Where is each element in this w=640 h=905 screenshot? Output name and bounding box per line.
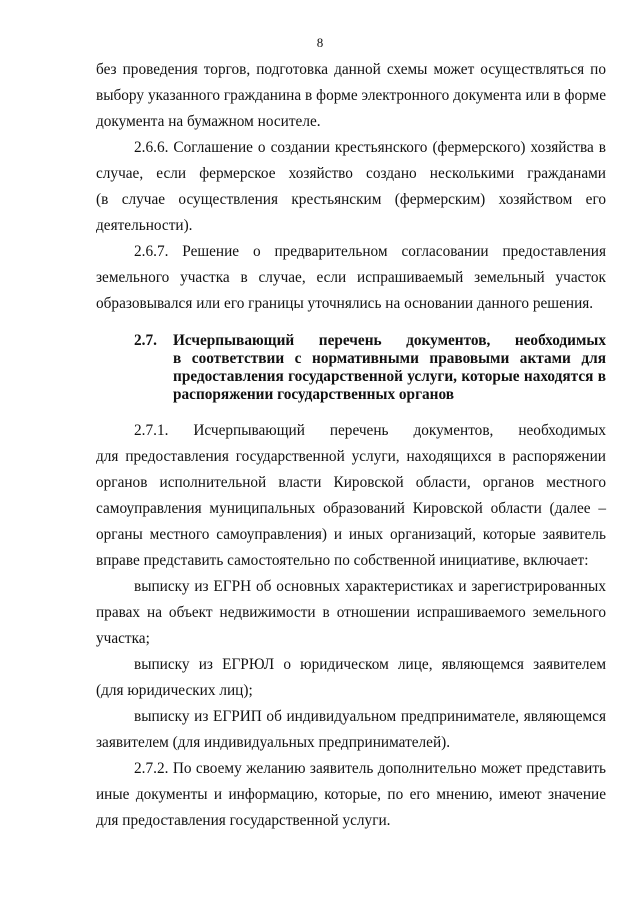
paragraph-line: заявителем (для индивидуальных предпринимателей). xyxy=(96,734,451,751)
section-heading-line: предоставления государственной услуги, которые находятся в xyxy=(173,368,606,385)
paragraph-line: выбору указанного гражданина в форме электронного документа или в форме xyxy=(96,87,606,104)
section-heading-line: распоряжении государственных органов xyxy=(173,386,455,403)
paragraph-line: органов исполнительной власти Кировской области, органов местного xyxy=(96,474,606,491)
paragraph-line: без проведения торгов, подготовка данной схемы может осуществляться по xyxy=(96,61,606,78)
paragraph-line: выписку из ЕГРИП об индивидуальном предпринимателе, являющемся xyxy=(134,708,606,725)
paragraph-line: для предоставления государственной услуги, находящихся в распоряжении xyxy=(96,448,606,465)
paragraph-line: выписку из ЕГРЮЛ о юридическом лице, являющемся заявителем xyxy=(134,656,606,673)
paragraph-line: выписку из ЕГРН об основных характеристиках и зарегистрированных xyxy=(134,578,606,595)
paragraph-line: правах на объект недвижимости в отношении испрашиваемого земельного xyxy=(96,604,606,621)
section-number: 2.7. xyxy=(134,332,157,349)
paragraph-line: случае, если фермерское хозяйство создано несколькими гражданами xyxy=(96,165,606,182)
page-number: 8 xyxy=(316,35,324,50)
section-heading-line: Исчерпывающий перечень документов, необходимых xyxy=(173,332,606,349)
paragraph-line: для предоставления государственной услуги. xyxy=(96,812,391,829)
paragraph-line: органы местного самоуправления) и иных организаций, которые заявитель xyxy=(96,526,606,543)
paragraph-line: образовывался или его границы уточнялись на основании данного решения. xyxy=(96,295,594,312)
paragraph-line: земельного участка в случае, если испрашиваемый земельный участок xyxy=(96,269,606,286)
paragraph-line: (для юридических лиц); xyxy=(96,682,253,699)
paragraph-line: (в случае осуществления крестьянским (фермерским) хозяйством его xyxy=(96,191,606,208)
paragraph-line: 2.6.6. Соглашение о создании крестьянского (фермерского) хозяйства в xyxy=(134,139,606,156)
paragraph-line: самоуправления муниципальных образований Кировской области (далее – xyxy=(96,500,606,517)
paragraph-line: 2.7.2. По своему желанию заявитель дополнительно может представить xyxy=(134,760,606,777)
paragraph-line: 2.6.7. Решение о предварительном согласовании предоставления xyxy=(134,243,606,260)
paragraph-line: вправе представить самостоятельно по собственной инициативе, включает: xyxy=(96,552,589,569)
section-heading-line: в соответствии с нормативными правовыми актами для xyxy=(173,350,606,367)
paragraph-line: 2.7.1. Исчерпывающий перечень документов, необходимых xyxy=(134,422,606,439)
paragraph-line: иные документы и информацию, которые, по его мнению, имеют значение xyxy=(96,786,606,803)
paragraph-line: документа на бумажном носителе. xyxy=(96,113,321,130)
paragraph-line: деятельности). xyxy=(96,217,193,234)
paragraph-line: участка; xyxy=(96,630,150,647)
